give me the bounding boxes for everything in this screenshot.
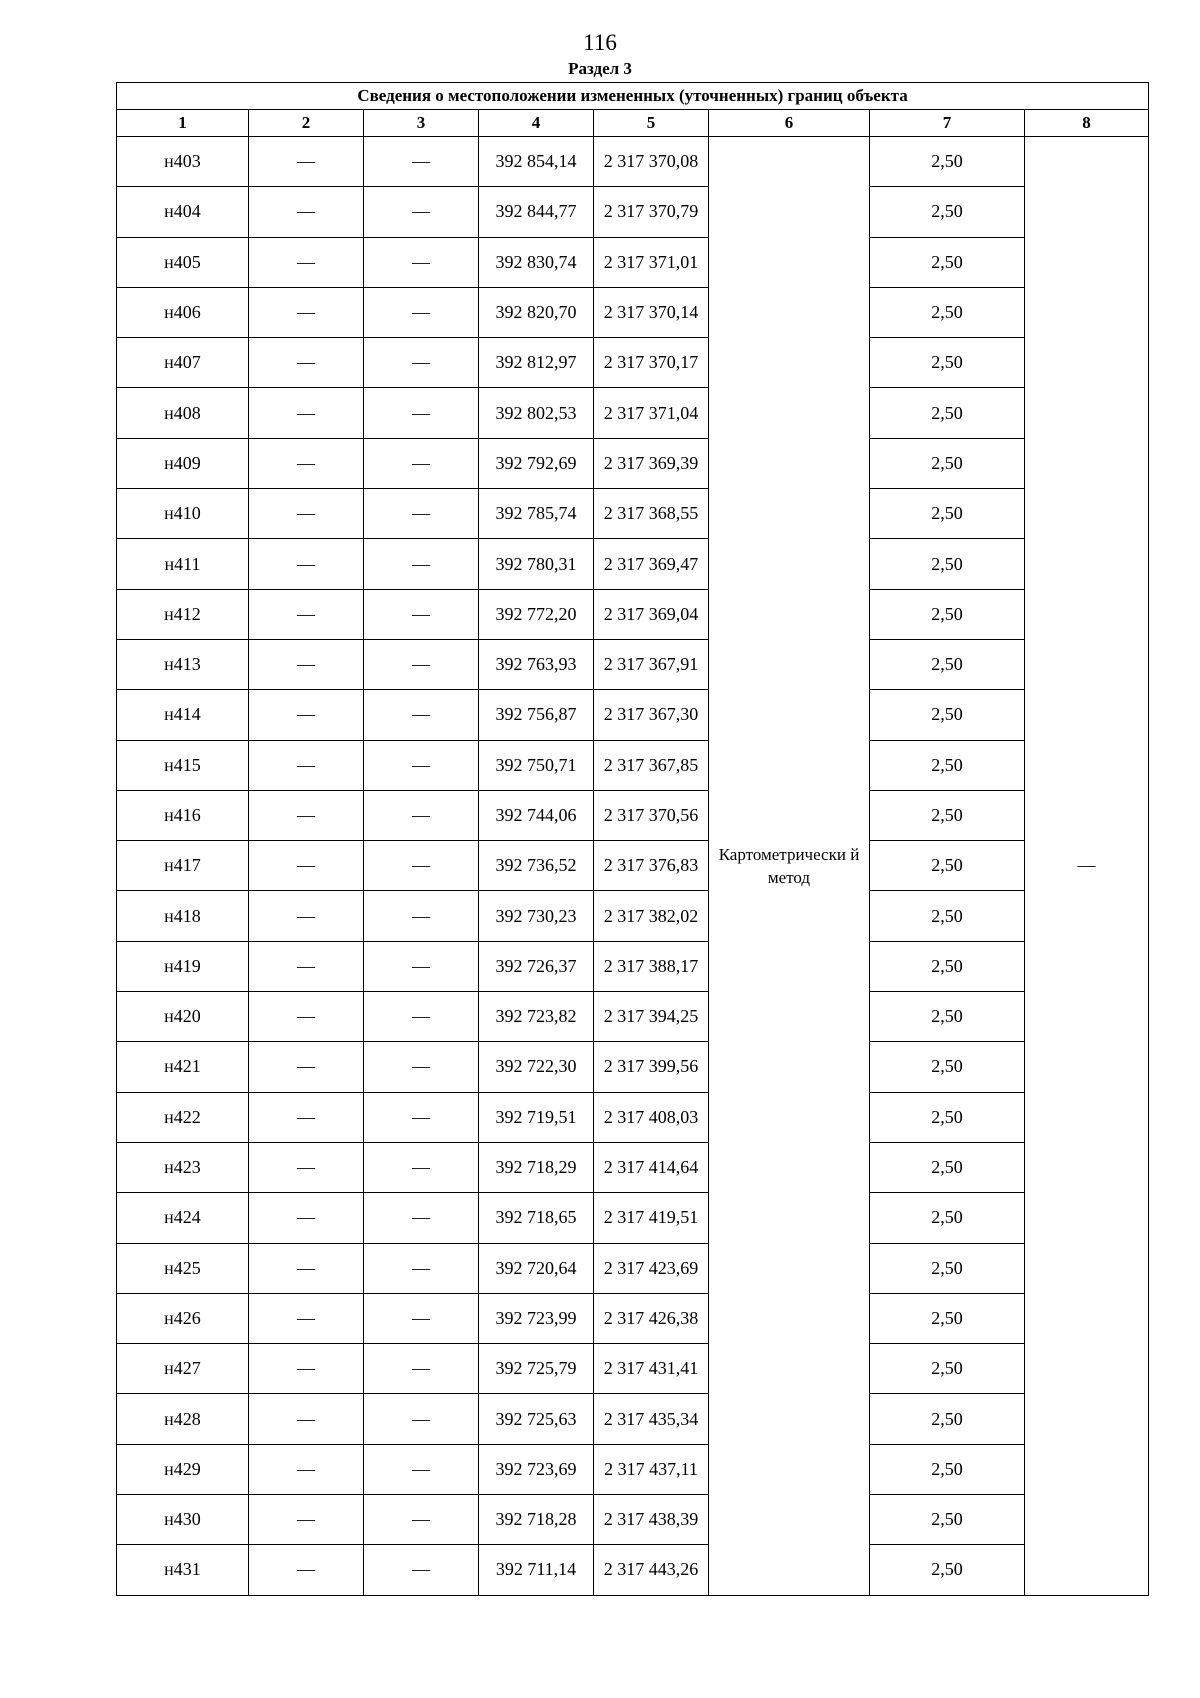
point-name-cell: н417 (117, 841, 249, 891)
accuracy-cell: 2,50 (870, 891, 1025, 941)
y-coordinate-cell: 2 317 367,91 (594, 639, 709, 689)
point-name-cell: н418 (117, 891, 249, 941)
dash-cell: — (249, 639, 364, 689)
column-number: 4 (479, 110, 594, 137)
dash-cell: — (364, 287, 479, 337)
x-coordinate-cell: 392 750,71 (479, 740, 594, 790)
y-coordinate-cell: 2 317 367,30 (594, 690, 709, 740)
section-title: Раздел 3 (568, 59, 632, 78)
point-name-cell: н407 (117, 338, 249, 388)
method-cell: Картометрически й метод (709, 137, 870, 1596)
y-coordinate-cell: 2 317 426,38 (594, 1293, 709, 1343)
accuracy-cell: 2,50 (870, 941, 1025, 991)
dash-cell: — (364, 1444, 479, 1494)
dash-cell: — (249, 287, 364, 337)
table-row (117, 1495, 1149, 1545)
table-row (117, 187, 1149, 237)
accuracy-cell: 2,50 (870, 790, 1025, 840)
x-coordinate-cell: 392 725,79 (479, 1344, 594, 1394)
point-name-cell: н408 (117, 388, 249, 438)
point-name-cell: н405 (117, 237, 249, 287)
y-coordinate-cell: 2 317 371,04 (594, 388, 709, 438)
point-name-cell: н410 (117, 489, 249, 539)
dash-cell: — (364, 438, 479, 488)
accuracy-cell: 2,50 (870, 1394, 1025, 1444)
accuracy-cell: 2,50 (870, 589, 1025, 639)
x-coordinate-cell: 392 722,30 (479, 1042, 594, 1092)
table-row (117, 891, 1149, 941)
dash-cell: — (364, 539, 479, 589)
y-coordinate-cell: 2 317 370,56 (594, 790, 709, 840)
dash-cell: — (364, 1092, 479, 1142)
column-number: 7 (870, 110, 1025, 137)
table-row (117, 489, 1149, 539)
dash-cell: — (364, 187, 479, 237)
dash-cell: — (364, 992, 479, 1042)
table-row (117, 1042, 1149, 1092)
accuracy-cell: 2,50 (870, 187, 1025, 237)
dash-cell: — (249, 1394, 364, 1444)
point-name-cell: н403 (117, 137, 249, 187)
point-name-cell: н428 (117, 1394, 249, 1444)
x-coordinate-cell: 392 725,63 (479, 1394, 594, 1444)
table-row (117, 137, 1149, 187)
y-coordinate-cell: 2 317 438,39 (594, 1495, 709, 1545)
x-coordinate-cell: 392 820,70 (479, 287, 594, 337)
y-coordinate-cell: 2 317 394,25 (594, 992, 709, 1042)
table-row (117, 1545, 1149, 1595)
y-coordinate-cell: 2 317 419,51 (594, 1193, 709, 1243)
dash-cell: — (364, 941, 479, 991)
x-coordinate-cell: 392 744,06 (479, 790, 594, 840)
dash-cell: — (249, 589, 364, 639)
point-name-cell: н423 (117, 1142, 249, 1192)
x-coordinate-cell: 392 772,20 (479, 589, 594, 639)
y-coordinate-cell: 2 317 370,79 (594, 187, 709, 237)
x-coordinate-cell: 392 730,23 (479, 891, 594, 941)
point-name-cell: н420 (117, 992, 249, 1042)
accuracy-cell: 2,50 (870, 1042, 1025, 1092)
dash-cell: — (364, 891, 479, 941)
dash-cell: — (249, 941, 364, 991)
y-coordinate-cell: 2 317 370,17 (594, 338, 709, 388)
column-number-row (117, 110, 1149, 137)
point-name-cell: н421 (117, 1042, 249, 1092)
accuracy-cell: 2,50 (870, 841, 1025, 891)
table-row (117, 1444, 1149, 1494)
accuracy-cell: 2,50 (870, 1092, 1025, 1142)
column-number: 5 (594, 110, 709, 137)
y-coordinate-cell: 2 317 376,83 (594, 841, 709, 891)
accuracy-cell: 2,50 (870, 1293, 1025, 1343)
dash-cell: — (249, 137, 364, 187)
x-coordinate-cell: 392 711,14 (479, 1545, 594, 1595)
dash-cell: — (364, 1545, 479, 1595)
accuracy-cell: 2,50 (870, 740, 1025, 790)
column-number: 6 (709, 110, 870, 137)
point-name-cell: н411 (117, 539, 249, 589)
table-row (117, 690, 1149, 740)
table-row (117, 589, 1149, 639)
point-name-cell: н430 (117, 1495, 249, 1545)
dash-cell: — (364, 1394, 479, 1444)
x-coordinate-cell: 392 720,64 (479, 1243, 594, 1293)
dash-cell: — (249, 891, 364, 941)
y-coordinate-cell: 2 317 367,85 (594, 740, 709, 790)
dash-cell: — (364, 237, 479, 287)
column-number: 8 (1025, 110, 1149, 137)
dash-cell: — (249, 187, 364, 237)
x-coordinate-cell: 392 792,69 (479, 438, 594, 488)
x-coordinate-cell: 392 718,28 (479, 1495, 594, 1545)
y-coordinate-cell: 2 317 368,55 (594, 489, 709, 539)
x-coordinate-cell: 392 756,87 (479, 690, 594, 740)
y-coordinate-cell: 2 317 371,01 (594, 237, 709, 287)
x-coordinate-cell: 392 844,77 (479, 187, 594, 237)
dash-cell: — (249, 1193, 364, 1243)
table-row (117, 992, 1149, 1042)
column-number: 2 (249, 110, 364, 137)
dash-cell: — (249, 841, 364, 891)
table-row (117, 338, 1149, 388)
x-coordinate-cell: 392 718,29 (479, 1142, 594, 1192)
y-coordinate-cell: 2 317 370,14 (594, 287, 709, 337)
dash-cell: — (364, 1042, 479, 1092)
accuracy-cell: 2,50 (870, 639, 1025, 689)
x-coordinate-cell: 392 723,82 (479, 992, 594, 1042)
dash-cell: — (249, 1444, 364, 1494)
accuracy-cell: 2,50 (870, 338, 1025, 388)
dash-cell: — (364, 639, 479, 689)
y-coordinate-cell: 2 317 382,02 (594, 891, 709, 941)
dash-cell: — (364, 1193, 479, 1243)
point-name-cell: н415 (117, 740, 249, 790)
table-row (117, 1193, 1149, 1243)
dash-cell: — (364, 790, 479, 840)
y-coordinate-cell: 2 317 431,41 (594, 1344, 709, 1394)
x-coordinate-cell: 392 718,65 (479, 1193, 594, 1243)
dash-cell: — (249, 388, 364, 438)
dash-cell: — (249, 1344, 364, 1394)
point-name-cell: н414 (117, 690, 249, 740)
dash-cell: — (249, 338, 364, 388)
x-coordinate-cell: 392 726,37 (479, 941, 594, 991)
dash-cell: — (249, 1142, 364, 1192)
y-coordinate-cell: 2 317 437,11 (594, 1444, 709, 1494)
dash-cell: — (364, 841, 479, 891)
accuracy-cell: 2,50 (870, 237, 1025, 287)
y-coordinate-cell: 2 317 443,26 (594, 1545, 709, 1595)
point-name-cell: н426 (117, 1293, 249, 1343)
dash-cell: — (249, 740, 364, 790)
y-coordinate-cell: 2 317 369,39 (594, 438, 709, 488)
accuracy-cell: 2,50 (870, 992, 1025, 1042)
table-caption: Сведения о местоположении измененных (уточненных) границ объекта (117, 83, 1149, 110)
dash-cell: — (249, 438, 364, 488)
accuracy-cell: 2,50 (870, 690, 1025, 740)
table-row (117, 438, 1149, 488)
table-body (117, 137, 1149, 1596)
table-row (117, 740, 1149, 790)
dash-cell: — (364, 489, 479, 539)
x-coordinate-cell: 392 780,31 (479, 539, 594, 589)
dash-cell: — (249, 539, 364, 589)
table-row (117, 1344, 1149, 1394)
point-name-cell: н424 (117, 1193, 249, 1243)
x-coordinate-cell: 392 830,74 (479, 237, 594, 287)
dash-cell: — (364, 1243, 479, 1293)
dash-cell: — (364, 338, 479, 388)
dash-cell: — (364, 690, 479, 740)
dash-cell: — (249, 489, 364, 539)
point-name-cell: н422 (117, 1092, 249, 1142)
y-coordinate-cell: 2 317 408,03 (594, 1092, 709, 1142)
y-coordinate-cell: 2 317 435,34 (594, 1394, 709, 1444)
accuracy-cell: 2,50 (870, 1193, 1025, 1243)
dash-cell: — (364, 1495, 479, 1545)
dash-cell: — (364, 1142, 479, 1192)
y-coordinate-cell: 2 317 414,64 (594, 1142, 709, 1192)
point-name-cell: н416 (117, 790, 249, 840)
point-name-cell: н427 (117, 1344, 249, 1394)
table-row (117, 941, 1149, 991)
x-coordinate-cell: 392 723,69 (479, 1444, 594, 1494)
column-number: 1 (117, 110, 249, 137)
accuracy-cell: 2,50 (870, 539, 1025, 589)
column-number: 3 (364, 110, 479, 137)
y-coordinate-cell: 2 317 370,08 (594, 137, 709, 187)
y-coordinate-cell: 2 317 369,04 (594, 589, 709, 639)
x-coordinate-cell: 392 812,97 (479, 338, 594, 388)
table-row (117, 287, 1149, 337)
table-row (117, 539, 1149, 589)
page-number: 116 (583, 30, 617, 55)
dash-cell: — (249, 1042, 364, 1092)
table-row (117, 790, 1149, 840)
accuracy-cell: 2,50 (870, 1344, 1025, 1394)
table-row (117, 1394, 1149, 1444)
y-coordinate-cell: 2 317 369,47 (594, 539, 709, 589)
dash-cell: — (364, 137, 479, 187)
y-coordinate-cell: 2 317 399,56 (594, 1042, 709, 1092)
point-name-cell: н419 (117, 941, 249, 991)
x-coordinate-cell: 392 763,93 (479, 639, 594, 689)
x-coordinate-cell: 392 723,99 (479, 1293, 594, 1343)
point-name-cell: н429 (117, 1444, 249, 1494)
accuracy-cell: 2,50 (870, 1243, 1025, 1293)
x-coordinate-cell: 392 854,14 (479, 137, 594, 187)
column-8-cell: — (1025, 137, 1149, 1596)
table-row (117, 639, 1149, 689)
accuracy-cell: 2,50 (870, 1444, 1025, 1494)
point-name-cell: н406 (117, 287, 249, 337)
table-row (117, 237, 1149, 287)
y-coordinate-cell: 2 317 423,69 (594, 1243, 709, 1293)
point-name-cell: н425 (117, 1243, 249, 1293)
accuracy-cell: 2,50 (870, 438, 1025, 488)
table-row (117, 1142, 1149, 1192)
point-name-cell: н413 (117, 639, 249, 689)
dash-cell: — (249, 992, 364, 1042)
point-name-cell: н412 (117, 589, 249, 639)
boundary-coordinates-table (116, 82, 1149, 1596)
accuracy-cell: 2,50 (870, 388, 1025, 438)
dash-cell: — (364, 740, 479, 790)
dash-cell: — (249, 237, 364, 287)
dash-cell: — (249, 1092, 364, 1142)
x-coordinate-cell: 392 736,52 (479, 841, 594, 891)
accuracy-cell: 2,50 (870, 137, 1025, 187)
table-row (117, 1243, 1149, 1293)
dash-cell: — (249, 1545, 364, 1595)
dash-cell: — (249, 1243, 364, 1293)
accuracy-cell: 2,50 (870, 1142, 1025, 1192)
point-name-cell: н431 (117, 1545, 249, 1595)
dash-cell: — (249, 790, 364, 840)
accuracy-cell: 2,50 (870, 1545, 1025, 1595)
x-coordinate-cell: 392 785,74 (479, 489, 594, 539)
accuracy-cell: 2,50 (870, 287, 1025, 337)
accuracy-cell: 2,50 (870, 489, 1025, 539)
dash-cell: — (249, 1293, 364, 1343)
y-coordinate-cell: 2 317 388,17 (594, 941, 709, 991)
dash-cell: — (364, 589, 479, 639)
x-coordinate-cell: 392 719,51 (479, 1092, 594, 1142)
table-row (117, 1092, 1149, 1142)
table-row (117, 388, 1149, 438)
point-name-cell: н409 (117, 438, 249, 488)
dash-cell: — (249, 1495, 364, 1545)
dash-cell: — (364, 1344, 479, 1394)
table-row (117, 1293, 1149, 1343)
accuracy-cell: 2,50 (870, 1495, 1025, 1545)
dash-cell: — (249, 690, 364, 740)
table-row (117, 841, 1149, 891)
dash-cell: — (364, 388, 479, 438)
x-coordinate-cell: 392 802,53 (479, 388, 594, 438)
point-name-cell: н404 (117, 187, 249, 237)
dash-cell: — (364, 1293, 479, 1343)
